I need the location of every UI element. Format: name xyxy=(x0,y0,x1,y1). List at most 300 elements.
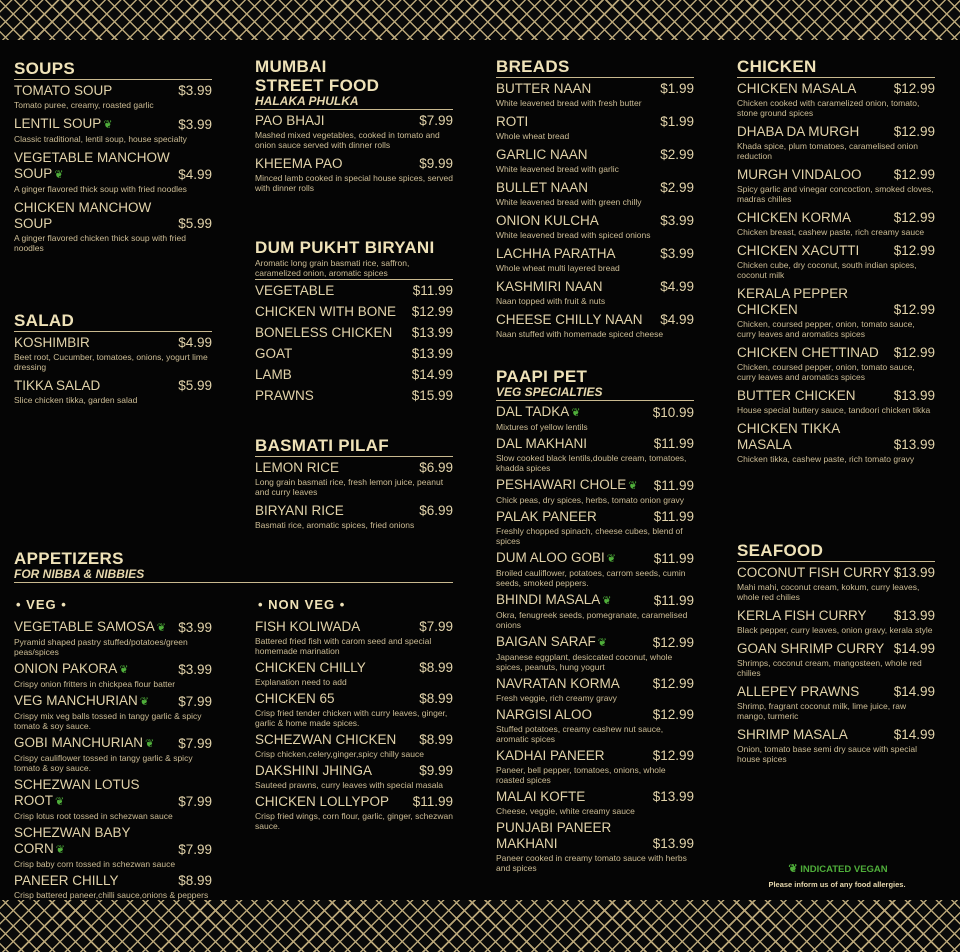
menu-item-name-text: GARLIC NAAN xyxy=(496,147,588,162)
menu-item-name xyxy=(14,735,154,752)
menu-item-price: $4.99 xyxy=(178,167,212,182)
section-title: DUM PUKHT BIRYANI xyxy=(255,238,435,257)
menu-item-name-text: CHICKEN LOLLYPOP xyxy=(255,794,390,809)
menu-item-description: Crispy cauliflower tossed in tangy garlic & spicy tomato & soy sauce. xyxy=(14,753,193,773)
divider xyxy=(255,109,453,110)
leaf-icon: ❦ xyxy=(139,696,149,708)
menu-item-name-text: NAVRATAN KORMA xyxy=(496,676,620,691)
leaf-icon: ❦ xyxy=(119,664,129,676)
menu-item-row xyxy=(737,286,935,318)
menu-item-name xyxy=(255,388,314,404)
menu-item-description: Khada spice, plum tomatoes, caramelised onion reduction xyxy=(737,141,918,161)
menu-item xyxy=(14,378,212,405)
menu-item-name-text: LACHHA PARATHA xyxy=(496,246,616,261)
section-title: BREADS xyxy=(496,57,570,76)
menu-item-row xyxy=(255,388,453,404)
leaf-icon: ❦ xyxy=(628,480,638,492)
menu-item-name-text: KHEEMA PAO xyxy=(255,156,343,171)
item-list xyxy=(14,83,212,253)
menu-item-name-text: BUTTER NAAN xyxy=(496,81,592,96)
menu-item-name-text: CHICKEN XACUTTI xyxy=(737,243,860,258)
menu-item-name-text: SCHEZWAN BABY CORN xyxy=(14,825,131,856)
menu-item-price: $7.99 xyxy=(178,736,212,751)
menu-item-name-text: SHRIMP MASALA xyxy=(737,727,848,742)
leaf-icon: ❦ xyxy=(54,169,64,181)
menu-item-name-text: CHICKEN MANCHOW SOUP xyxy=(14,200,152,231)
menu-item-price: $13.99 xyxy=(411,346,453,361)
menu-item-name-text: BAIGAN SARAF xyxy=(496,634,596,649)
menu-item-price: $12.99 xyxy=(893,81,935,96)
menu-item-row xyxy=(14,661,212,678)
menu-item-price: $7.99 xyxy=(419,619,453,634)
menu-item-name-text: CHICKEN CHETTINAD xyxy=(737,345,879,360)
menu-item xyxy=(14,693,212,731)
menu-item xyxy=(496,312,694,339)
menu-item-row xyxy=(737,388,935,404)
menu-item-description: Okra, fenugreek seeds, pomegranate, caramelised onions xyxy=(496,610,688,630)
menu-item xyxy=(496,789,694,816)
menu-item-name xyxy=(255,691,335,707)
menu-item-name-text: VEGETABLE MANCHOW SOUP xyxy=(14,150,170,181)
menu-item-name-text: BONELESS CHICKEN xyxy=(255,325,393,340)
menu-item-price: $11.99 xyxy=(653,436,694,451)
menu-item-name xyxy=(255,794,389,810)
menu-item xyxy=(496,213,694,240)
section-description: Aromatic long grain basmati rice, saffron, caramelized onion, aromatic spices xyxy=(255,258,410,278)
menu-item-name xyxy=(737,421,894,453)
menu-item-price: $4.99 xyxy=(660,312,694,327)
section-title: SEAFOOD xyxy=(737,541,824,560)
menu-item-name xyxy=(496,789,585,805)
menu-item-description: Crispy mix veg balls tossed in tangy garlic & spicy tomato & soy sauce. xyxy=(14,711,202,731)
menu-item-description: Chicken tikka, cashew paste, rich tomato gravy xyxy=(737,454,915,464)
menu-item-description: Slice chicken tikka, garden salad xyxy=(14,395,138,405)
menu-item-name xyxy=(737,167,862,183)
menu-item-description: Broiled cauliflower, potatoes, carrom seeds, cumin seeds, smoked peppers. xyxy=(496,568,686,588)
menu-item-name xyxy=(14,873,119,889)
menu-item-price: $13.99 xyxy=(893,388,935,403)
menu-item-price: $12.99 xyxy=(652,707,694,722)
item-list xyxy=(14,619,212,900)
menu-item-row xyxy=(496,550,694,567)
menu-item xyxy=(14,200,212,253)
nonveg-subheading: • NON VEG • xyxy=(258,597,346,612)
menu-item-row xyxy=(496,147,694,163)
menu-item-description: Chicken, coursed pepper, onion, tomato sauce, curry leaves and aromatics spices xyxy=(737,319,915,339)
section-title: STREET FOOD xyxy=(255,76,380,95)
menu-item-price: $12.99 xyxy=(652,676,694,691)
street-food-section xyxy=(255,57,453,199)
menu-item-description: Beet root, Cucumber, tomatoes, onions, yogurt lime dressing xyxy=(14,352,208,372)
menu-item-row xyxy=(14,150,212,183)
menu-item xyxy=(14,825,212,869)
menu-item-row xyxy=(14,825,212,858)
menu-item-price: $10.99 xyxy=(652,405,694,420)
menu-item-price: $9.99 xyxy=(419,763,453,778)
menu-item-price: $12.99 xyxy=(893,210,935,225)
menu-item-row xyxy=(496,592,694,609)
menu-item-description: Whole wheat bread xyxy=(496,131,570,141)
menu-item-row xyxy=(496,676,694,692)
menu-item-name-text: PALAK PANEER xyxy=(496,509,597,524)
menu-item-name xyxy=(496,676,620,692)
section-subtitle: HALAKA PHULKA xyxy=(255,94,359,108)
menu-item-name xyxy=(737,727,848,743)
menu-item-row xyxy=(14,619,212,636)
menu-item xyxy=(255,113,453,150)
menu-item-name-text: BIRYANI RICE xyxy=(255,503,344,518)
menu-item-name xyxy=(496,707,592,723)
menu-item xyxy=(496,147,694,174)
menu-item-price: $11.99 xyxy=(412,794,453,809)
menu-item-description: Mashed mixed vegetables, cooked in tomato and onion sauce served with dinner rolls xyxy=(255,130,440,150)
menu-item-row xyxy=(737,608,935,624)
menu-item-price: $5.99 xyxy=(178,216,212,231)
menu-item-description: Battered fried fish with carom seed and special homemade marination xyxy=(255,636,432,656)
menu-item-price: $12.99 xyxy=(893,167,935,182)
menu-item-name xyxy=(496,634,607,651)
menu-item-price: $1.99 xyxy=(660,81,694,96)
menu-item-description: Crisp battered paneer,chilli sauce,onions & peppers xyxy=(14,890,209,900)
menu-item-price: $12.99 xyxy=(652,635,694,650)
menu-item-description: Shrimps, coconut cream, mangosteen, whole red chilies xyxy=(737,658,922,678)
legend xyxy=(737,862,937,889)
paapi-pet-section xyxy=(496,367,694,877)
menu-item-name-text: ALLEPEY PRAWNS xyxy=(737,684,860,699)
menu-item-row xyxy=(14,873,212,889)
menu-item xyxy=(737,388,935,415)
menu-item-row xyxy=(255,763,453,779)
menu-item-description: Minced lamb cooked in special house spices, served with dinner rolls xyxy=(255,173,453,193)
menu-item-name-text: LENTIL SOUP xyxy=(14,116,102,131)
menu-item-name-text: GOAT xyxy=(255,346,293,361)
item-list xyxy=(496,81,694,339)
menu-item xyxy=(496,404,694,432)
menu-item-name-text: ONION KULCHA xyxy=(496,213,599,228)
menu-item-description: White leavened bread with green chilly xyxy=(496,197,642,207)
menu-item xyxy=(737,124,935,161)
menu-item-name-text: DHABA DA MURGH xyxy=(737,124,860,139)
menu-item-description: Paneer cooked in creamy tomato sauce with herbs and spices xyxy=(496,853,687,873)
leaf-icon: ❦ xyxy=(55,844,65,856)
chicken-section xyxy=(737,57,935,470)
menu-item-price: $12.99 xyxy=(652,748,694,763)
menu-item-row xyxy=(737,167,935,183)
menu-item-description: Naan stuffed with homemade spiced cheese xyxy=(496,329,664,339)
menu-item-price: $11.99 xyxy=(653,593,694,608)
menu-item-row xyxy=(14,335,212,351)
menu-item-name xyxy=(496,279,603,295)
menu-item-description: Tomato puree, creamy, roasted garlic xyxy=(14,100,154,110)
menu-item-row xyxy=(255,346,453,362)
menu-item-name-text: NARGISI ALOO xyxy=(496,707,593,722)
menu-item-name xyxy=(496,404,581,421)
menu-item-row xyxy=(14,200,212,232)
veg-subheading: • VEG • xyxy=(16,597,67,612)
menu-item-name-text: SCHEZWAN LOTUS ROOT xyxy=(14,777,140,808)
menu-item-row xyxy=(496,748,694,764)
menu-item-name xyxy=(496,436,587,452)
menu-item-row xyxy=(737,81,935,97)
menu-item xyxy=(737,608,935,635)
menu-item xyxy=(496,436,694,473)
menu-item xyxy=(255,503,453,530)
menu-item xyxy=(255,367,453,383)
menu-item-description: Crisp chicken,celery,ginger,spicy chilly sauce xyxy=(255,749,424,759)
menu-item-price: $14.99 xyxy=(893,641,935,656)
menu-item-description: Chicken breast, cashew paste, rich creamy sauce xyxy=(737,227,925,237)
section-title: BASMATI PILAF xyxy=(255,436,389,455)
menu-item-price: $15.99 xyxy=(411,388,453,403)
menu-item-row xyxy=(496,81,694,97)
menu-item-price: $7.99 xyxy=(419,113,453,128)
menu-item-price: $6.99 xyxy=(419,503,453,518)
menu-item xyxy=(255,388,453,404)
menu-item-name xyxy=(14,693,149,710)
menu-item-description: A ginger flavored thick soup with fried noodles xyxy=(14,184,187,194)
menu-item-name xyxy=(496,114,528,130)
menu-item-row xyxy=(14,693,212,710)
divider xyxy=(255,279,453,280)
menu-item-description: Japanese eggplant, desiccated coconut, whole spices, peanuts, hung yogurt xyxy=(496,652,673,672)
menu-item-row xyxy=(737,727,935,743)
menu-item-description: Chicken cooked with caramelized onion, tomato, stone ground spices xyxy=(737,98,920,118)
menu-item-description: A ginger flavored chicken thick soup with fried noodles xyxy=(14,233,186,253)
menu-item xyxy=(14,335,212,372)
menu-item-name-text: CHICKEN WITH BONE xyxy=(255,304,397,319)
menu-item-row xyxy=(737,565,935,581)
menu-item-price: $13.99 xyxy=(411,325,453,340)
section-title: CHICKEN xyxy=(737,57,817,76)
menu-item xyxy=(496,592,694,630)
leaf-icon: ❦ xyxy=(103,119,113,131)
menu-item-name-text: PANEER CHILLY xyxy=(14,873,119,888)
menu-item xyxy=(496,114,694,141)
menu-item-description: Crisp lotus root tossed in schezwan sauce xyxy=(14,811,173,821)
menu-item xyxy=(255,794,453,831)
menu-item-name-text: BULLET NAAN xyxy=(496,180,589,195)
soups-section xyxy=(14,59,212,259)
menu-item-description: Whole wheat multi layered bread xyxy=(496,263,620,273)
menu-item xyxy=(496,634,694,672)
menu-item xyxy=(14,83,212,110)
section-title: SOUPS xyxy=(14,59,76,78)
menu-item-name-text: CHICKEN 65 xyxy=(255,691,335,706)
divider xyxy=(255,456,453,457)
divider xyxy=(737,561,935,562)
menu-item-price: $13.99 xyxy=(893,608,935,623)
menu-item-name xyxy=(255,660,366,676)
item-list xyxy=(255,619,453,831)
menu-item xyxy=(737,167,935,204)
item-list xyxy=(737,81,935,464)
menu-item-name-text: ONION PAKORA xyxy=(14,661,118,676)
menu-item-price: $12.99 xyxy=(893,124,935,139)
menu-item-price: $12.99 xyxy=(893,302,935,317)
menu-item-description: Naan topped with fruit & nuts xyxy=(496,296,606,306)
decorative-lattice-border-bottom xyxy=(0,900,960,952)
menu-item-price: $8.99 xyxy=(419,660,453,675)
menu-item-price: $7.99 xyxy=(178,694,212,709)
menu-item-name xyxy=(737,565,891,581)
menu-item-row xyxy=(496,477,694,494)
menu-item-price: $12.99 xyxy=(893,345,935,360)
menu-item-row xyxy=(496,707,694,723)
divider xyxy=(14,79,212,80)
menu-item-name xyxy=(255,503,344,519)
menu-item-name-text: BUTTER CHICKEN xyxy=(737,388,856,403)
menu-item-description: Cheese, veggie, white creamy sauce xyxy=(496,806,635,816)
menu-item xyxy=(496,509,694,546)
menu-item-name-text: BHINDI MASALA xyxy=(496,592,601,607)
vegan-legend-text: INDICATED VEGAN xyxy=(800,864,888,875)
menu-item-row xyxy=(737,124,935,140)
menu-item-name xyxy=(14,777,178,810)
menu-item-name-text: COCONUT FISH CURRY xyxy=(737,565,892,580)
menu-item-row xyxy=(255,156,453,172)
menu-item xyxy=(737,345,935,382)
menu-item-row xyxy=(255,732,453,748)
menu-item xyxy=(737,727,935,764)
menu-item-price: $1.99 xyxy=(660,114,694,129)
menu-item-name-text: CHICKEN CHILLY xyxy=(255,660,366,675)
menu-item xyxy=(737,286,935,339)
menu-item xyxy=(14,661,212,689)
menu-item-row xyxy=(496,246,694,262)
menu-item-name-text: KERALA PEPPER CHICKEN xyxy=(737,286,849,317)
menu-item-price: $7.99 xyxy=(178,842,212,857)
menu-item-description: Fresh veggie, rich creamy gravy xyxy=(496,693,617,703)
menu-item-name-text: PESHAWARI CHOLE xyxy=(496,477,627,492)
menu-item xyxy=(14,619,212,657)
menu-item-name xyxy=(737,608,867,624)
menu-item-name xyxy=(255,113,325,129)
menu-item-name-text: GOBI MANCHURIAN xyxy=(14,735,144,750)
menu-item-price: $13.99 xyxy=(893,437,935,452)
menu-item-name-text: CHICKEN KORMA xyxy=(737,210,852,225)
menu-item-row xyxy=(737,684,935,700)
divider xyxy=(14,582,453,583)
menu-item xyxy=(496,477,694,505)
menu-item-description: House special buttery sauce, tandoori chicken tikka xyxy=(737,405,931,415)
menu-item xyxy=(255,460,453,497)
menu-item-name-text: LEMON RICE xyxy=(255,460,340,475)
menu-item xyxy=(14,735,212,773)
menu-item-description: Chicken, coursed pepper, onion, tomato sauce, curry leaves and aromatics spices xyxy=(737,362,915,382)
menu-item-name xyxy=(737,81,856,97)
menu-item-name-text: VEGETABLE SAMOSA xyxy=(14,619,155,634)
menu-item-price: $11.99 xyxy=(653,551,694,566)
menu-item-row xyxy=(255,660,453,676)
leaf-icon: ❦ xyxy=(606,553,616,565)
menu-item xyxy=(496,676,694,703)
menu-item-row xyxy=(496,404,694,421)
menu-item xyxy=(496,748,694,785)
menu-item-row xyxy=(737,421,935,453)
menu-item xyxy=(737,81,935,118)
menu-item-name-text: MALAI KOFTE xyxy=(496,789,586,804)
menu-item-price: $3.99 xyxy=(178,662,212,677)
menu-item-name xyxy=(737,124,859,140)
menu-item-name xyxy=(255,156,343,172)
menu-item xyxy=(255,763,453,790)
item-list xyxy=(255,113,453,193)
menu-item-row xyxy=(255,325,453,341)
section-title: APPETIZERS xyxy=(14,549,124,568)
menu-item-description: Mahi mahi, coconut cream, kokum, curry leaves, whole red chilies xyxy=(737,582,920,602)
menu-item-description: Mixtures of yellow lentils xyxy=(496,422,588,432)
leaf-icon: ❦ xyxy=(788,863,798,875)
menu-item-price: $12.99 xyxy=(893,243,935,258)
menu-item-price: $11.99 xyxy=(653,478,694,493)
menu-item-name-text: LAMB xyxy=(255,367,292,382)
menu-item-name-text: DAL MAKHANI xyxy=(496,436,588,451)
menu-item xyxy=(496,81,694,108)
menu-item-name-text: KOSHIMBIR xyxy=(14,335,90,350)
decorative-lattice-border-top xyxy=(0,0,960,40)
salad-section xyxy=(14,311,212,411)
menu-item-name xyxy=(14,200,178,232)
leaf-icon: ❦ xyxy=(602,595,612,607)
menu-item-row xyxy=(14,378,212,394)
section-title: SALAD xyxy=(14,311,75,330)
menu-item-name xyxy=(255,325,392,341)
menu-item xyxy=(737,565,935,602)
menu-item-name-text: SCHEZWAN CHICKEN xyxy=(255,732,397,747)
menu-item-description: Shrimp, fragrant coconut milk, lime juice, raw mango, turmeric xyxy=(737,701,907,721)
menu-item-name xyxy=(14,83,112,99)
pilaf-section xyxy=(255,436,453,536)
item-list xyxy=(14,335,212,405)
menu-item-name-text: KADHAI PANEER xyxy=(496,748,605,763)
menu-item-name xyxy=(14,150,178,183)
menu-item-row xyxy=(496,436,694,452)
menu-item-name xyxy=(737,684,859,700)
menu-item-price: $13.99 xyxy=(652,789,694,804)
menu-item xyxy=(255,283,453,299)
menu-item-row xyxy=(496,820,694,852)
menu-item-price: $2.99 xyxy=(660,147,694,162)
menu-item xyxy=(14,150,212,194)
menu-item-name xyxy=(496,312,643,328)
menu-item-description: Onion, tomato base semi dry sauce with special house spices xyxy=(737,744,918,764)
appetizers-header xyxy=(14,549,453,586)
menu-item xyxy=(496,550,694,588)
menu-item xyxy=(737,210,935,237)
menu-item-name-text: MURGH VINDALOO xyxy=(737,167,862,182)
menu-item-price: $8.99 xyxy=(419,732,453,747)
menu-item-name xyxy=(496,213,599,229)
menu-item-name xyxy=(496,509,597,525)
menu-item-row xyxy=(737,210,935,226)
menu-item-name xyxy=(737,345,879,361)
menu-item-price: $13.99 xyxy=(652,836,694,851)
menu-item-name-text: CHICKEN TIKKA MASALA xyxy=(737,421,840,452)
item-list xyxy=(737,565,935,764)
menu-item-name-text: TOMATO SOUP xyxy=(14,83,113,98)
leaf-icon: ❦ xyxy=(156,622,167,634)
menu-item-description: Slow cooked black lentils,double cream, tomatoes, khadda spices xyxy=(496,453,687,473)
menu-item-row xyxy=(496,789,694,805)
leaf-icon: ❦ xyxy=(571,407,581,419)
menu-item-name xyxy=(14,825,178,858)
menu-item-name xyxy=(496,180,588,196)
menu-item xyxy=(255,691,453,728)
menu-item-description: Classic traditional, lentil soup, house specialty xyxy=(14,134,187,144)
menu-item-row xyxy=(737,243,935,259)
menu-item-description: White leavened bread with garlic xyxy=(496,164,619,174)
menu-item-name-text: KASHMIRI NAAN xyxy=(496,279,603,294)
